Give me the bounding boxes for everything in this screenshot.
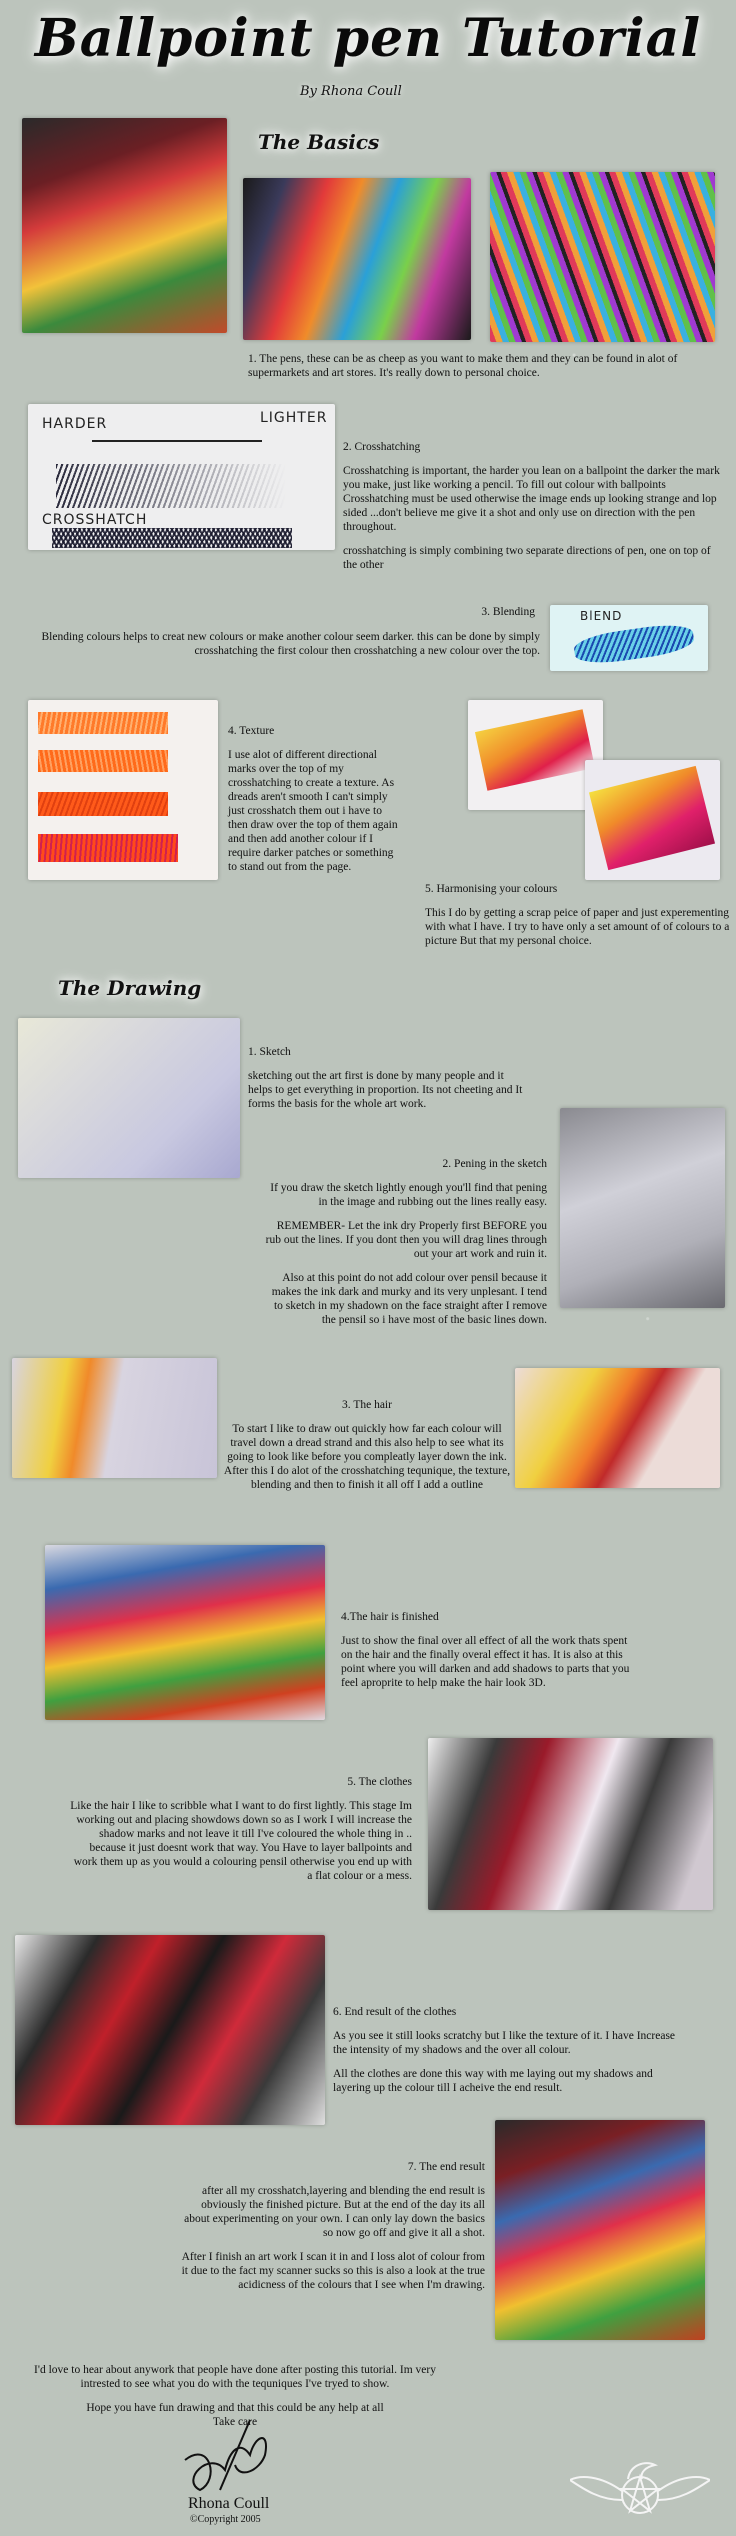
clothes-result-p1: As you see it still looks scratchy but I like the texture of it. I have Increase the intensity of my shadows and the over all colour. xyxy=(333,2030,676,2056)
swatch-3 xyxy=(38,792,168,816)
end-result-section xyxy=(175,2160,485,2302)
hair-heading: 3. The hair xyxy=(342,1399,392,1411)
harmonise-swatch-b xyxy=(589,766,715,870)
harmonising-image-1 xyxy=(468,700,603,810)
end-result-image xyxy=(495,2120,705,2340)
swatch-1 xyxy=(38,712,168,734)
sketch-section xyxy=(248,1045,523,1121)
hair-start-image xyxy=(12,1358,217,1478)
hair-section xyxy=(222,1398,512,1502)
crosshatching-p2: crosshatching is simply combining two separate directions of pen, one on top of the other xyxy=(343,545,711,571)
label-crosshatch: CROSSHATCH xyxy=(42,512,148,528)
sketch-heading: 1. Sketch xyxy=(248,1046,291,1058)
page-title: Ballpoint pen Tutorial xyxy=(34,8,702,69)
clothes-sketch-image xyxy=(428,1738,713,1910)
harmonise-swatch-a xyxy=(475,709,595,791)
label-lighter: LIGHTER xyxy=(260,410,328,426)
pening-section xyxy=(265,1157,547,1337)
crosshatch-sample xyxy=(52,528,292,548)
blending-heading: 3. Blending xyxy=(481,606,535,618)
texture-text: I use alot of different directional marks over the top of my crosshatching to create a texture. As dreads aren't smooth I can't simply just crosshatch them out i have to then draw over the top of them again and then add another colour if I require darker patches or something to stand out from the page. xyxy=(228,749,398,873)
winged-pentacle-logo-icon xyxy=(570,2455,710,2525)
hair-text: To start I like to draw out quickly how far each colour will travel down a dread strand and this also help to see what its going to look like before you compleatly layer down the ink. After this I do alot of the crosshatching tequnique, the texture, blending and then to finish it all off I add a outline xyxy=(223,1423,511,1491)
clothes-result-heading: 6. End result of the clothes xyxy=(333,2006,457,2018)
footer-p1: I'd love to hear about anywork that people have done after posting this tutorial. Im very intrested to see what you do with the tequniques I've tryed to show. xyxy=(34,2364,436,2390)
harmonising-text: This I do by getting a scrap peice of paper and just experementing with what I have. I try to have only a set amount of of colours to a picture But that my personal choice. xyxy=(425,907,730,947)
harmonising-section xyxy=(425,882,730,958)
clothes-result-image xyxy=(15,1935,325,2125)
clothes-result-p2: All the clothes are done this way with me laying out my shadows and layering up the colour till I acheive the end result. xyxy=(333,2068,653,2094)
pens-loose-photo xyxy=(490,172,715,342)
hair-finished-heading: 4.The hair is finished xyxy=(341,1611,439,1623)
crosshatch-example-image xyxy=(28,404,335,550)
swatch-2 xyxy=(38,750,168,772)
section-heading-drawing: The Drawing xyxy=(58,976,202,1000)
end-result-p1: after all my crosshatch,layering and blending the end result is obviously the finished picture. But at the end of the day its all about experimenting on your own. I can only lay down the basics so now go off and give it all a shot. xyxy=(184,2185,485,2239)
texture-swatches-image xyxy=(28,700,218,880)
crosshatching-p1: Crosshatching is important, the harder you lean on a ballpoint the darker the mark you make, just like working a pencil. To fill out colour with ballpoints Crosshatching must be used otherwise the image ends up looking strange and lop sided ...don't believe me give it a shot and only use on direction with the pen throughout. xyxy=(343,465,720,533)
pening-p2: REMEMBER- Let the ink dry Properly first BEFORE you rub out the lines. If you dont then you will drag lines through out your art work and ruin it. xyxy=(265,1220,547,1260)
texture-heading: 4. Texture xyxy=(228,725,275,737)
clothes-heading: 5. The clothes xyxy=(347,1776,412,1788)
hair-finished-text: Just to show the final over all effect of all the work thats spent on the hair and the finally overal effect it has. It is also at this point where you will darken and add shadows to parts that you feel aproprite to help make the hair look 3D. xyxy=(341,1635,630,1689)
crosshatching-section xyxy=(343,440,723,582)
sketch-text: sketching out the art first is done by many people and it helps to get everything in proportion. Its not cheeting and It forms the basis for the whole art work. xyxy=(248,1070,523,1110)
finished-artwork-thumbnail xyxy=(22,118,227,333)
harmonising-heading: 5. Harmonising your colours xyxy=(425,883,558,895)
hair-finished-section xyxy=(341,1610,641,1700)
end-result-p2: After I finish an art work I scan it in and I loss alot of colour from it due to the fact my scanner sucks so this is also a look at the true acidicness of the colours that I see when I'm drawing. xyxy=(181,2251,485,2291)
footer-name: Rhona Coull xyxy=(188,2495,270,2512)
clothes-text: Like the hair I like to scribble what I want to do first lightly. This stage Im working out and placing showdows down so as I work I will increase the shadow marks and not leave it till I've coloured the whole thing in .. because it just doesnt work that way. You Have to layer ballpoints and work them up as you would a colouring pensil otherwise you end up with a flat colour or a mess. xyxy=(70,1800,412,1882)
footer-copyright: ©Copyright 2005 xyxy=(190,2514,261,2525)
footer-p2: Hope you have fun drawing and that this could be any help at all xyxy=(86,2402,384,2414)
end-result-heading: 7. The end result xyxy=(407,2161,485,2173)
signature-icon xyxy=(180,2420,290,2500)
pens-pack-photo xyxy=(243,178,471,340)
crosshatching-heading: 2. Crosshatching xyxy=(343,441,421,453)
author-byline: By Rhona Coull xyxy=(300,84,402,99)
pening-p3: Also at this point do not add colour over pensil because it makes the ink dark and murky and its very unplesant. I tend to sketch in my shadown on the face straight after I remove the pensil so i have most of the basic lines down. xyxy=(271,1272,547,1326)
clothes-section xyxy=(70,1775,412,1893)
arrow-icon xyxy=(92,440,262,442)
pens-text: 1. The pens, these can be as cheep as you want to make them and they can be found in alot of supermarkets and art stores. It's really down to personal choice. xyxy=(248,353,678,379)
label-blend: BlEND xyxy=(580,609,623,623)
swatch-4 xyxy=(38,834,178,862)
pening-heading: 2. Pening in the sketch xyxy=(442,1158,547,1170)
hair-closeup-image xyxy=(515,1368,720,1488)
blend-swatch xyxy=(572,621,695,667)
blend-example-image xyxy=(550,605,708,671)
hair-finished-image xyxy=(45,1545,325,1720)
section-heading-basics: The Basics xyxy=(258,130,380,154)
footer-take-care: Take care xyxy=(212,2416,258,2428)
blending-text: Blending colours helps to creat new colours or make another colour seem darker. this can be done by simply crosshatching the first colour then crosshatching a new colour over the top. xyxy=(41,631,540,657)
harmonising-image-2 xyxy=(585,760,720,880)
clothes-result-section xyxy=(333,2005,678,2105)
texture-section xyxy=(228,724,398,884)
sketch-image xyxy=(18,1018,240,1178)
hatch-gradient xyxy=(56,464,286,508)
pening-p1: If you draw the sketch lightly enough you'll find that pening in the image and rubbing out the lines really easy. xyxy=(270,1182,547,1208)
pening-image xyxy=(560,1108,725,1308)
label-harder: HARDER xyxy=(42,416,108,432)
